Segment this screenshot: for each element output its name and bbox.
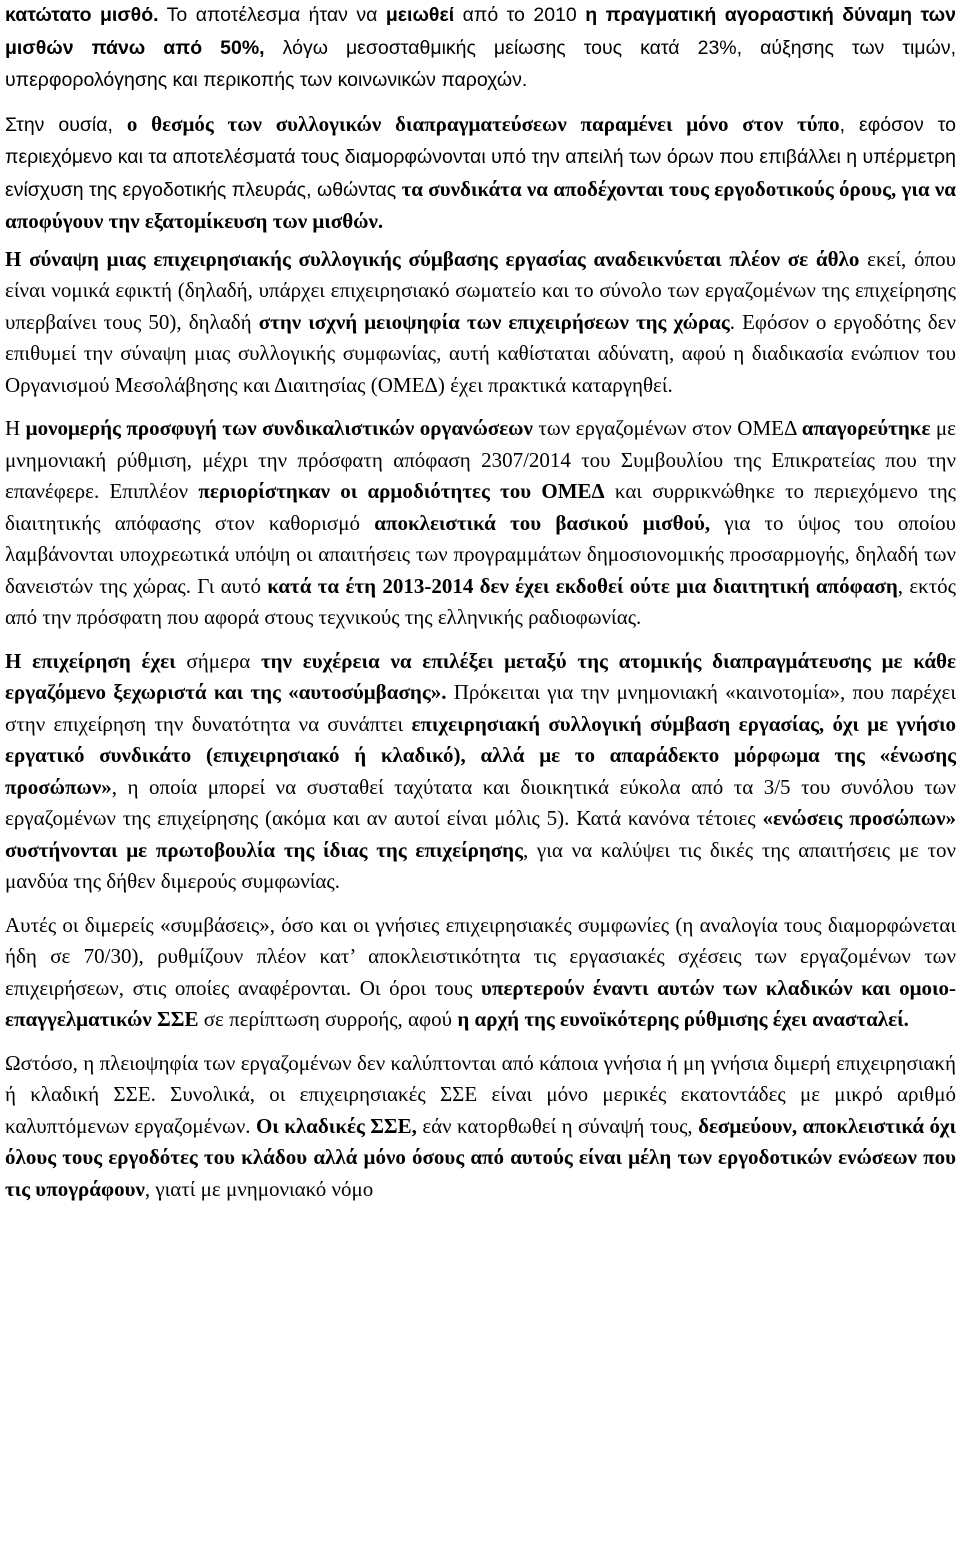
- text-run: , εφόσον το περιεχόμενο και τα αποτελέσματά τους διαμορφώνονται υπό την απειλή των όρων που επιβάλλει η υπέρμετρη ενίσχυση της εργοδοτικής πλευράς, ωθώντας: [5, 113, 956, 201]
- text-run: την ευχέρεια να επιλέξει μεταξύ της ατομικής διαπραγμάτευσης με κάθε εργαζόμενο ξεχωριστά και της «: [5, 648, 956, 704]
- text-run: και συρρικνώθηκε το περιεχόμενο της διαιτητικής απόφασης στον καθορισμό: [5, 479, 956, 535]
- text-run: μειωθεί: [385, 4, 455, 26]
- text-run: στην ισχνή μειοψηφία των επιχειρήσεων της χώρας: [258, 309, 730, 334]
- paragraph-5: [5, 646, 956, 898]
- paragraph-6: [5, 910, 956, 1036]
- text-run: κατώτατο μισθό.: [5, 4, 159, 26]
- paragraph-7: [5, 1048, 956, 1206]
- text-run: Οι κλαδικές ΣΣΕ,: [255, 1113, 417, 1138]
- text-run: περιορίστηκαν οι αρμοδιότητες του ΟΜΕΔ: [198, 479, 605, 503]
- text-run: δεσμεύουν, αποκλειστικά όχι όλους τους εργοδότες του κλάδου αλλά μόνο όσους από αυτούς είναι μέλη των εργοδοτικών ενώσεων που τις υπογράφουν: [5, 1113, 956, 1201]
- text-run: η πραγματική αγοραστική δύναμη των μισθών πάνω από 50%,: [5, 4, 956, 59]
- text-run: εάν κατορθωθεί η σύναψή τους,: [416, 1113, 699, 1138]
- text-run: . Εφόσον ο εργοδότης δεν επιθυμεί την σύναψη μιας συλλογικής συμφωνίας, αυτή καθίσταται αδύνατη, αφού η διαδικασία ενώπιον του Οργανισμού Μεσολάβησης και Διαιτησίας (ΟΜΕΔ) έχει πρακτικά καταργηθεί.: [5, 309, 957, 397]
- paragraph-3: [5, 244, 956, 402]
- paragraph-2: [5, 109, 956, 238]
- text-run: μονομερής προσφυγή των συνδικαλιστικών οργανώσεων: [25, 416, 533, 440]
- text-run: Αυτές οι διμερείς «συμβάσεις», όσο και οι γνήσιες επιχειρησιακές συμφωνίες (η αναλογία τους διαμορφώνεται ήδη σε 70/30), ρυθμίζουν πλέον κατ’ αποκλειστικότητα τις εργασιακές σχέσεις των εργαζομένων των επιχειρήσεων, στις οποίες αναφέρονται. Οι όροι τους: [5, 912, 956, 1000]
- text-run: εκεί, όπου είναι νομικά εφικτή (δηλαδή, υπάρχει επιχειρησιακό σωματείο και το σύνολο των εργαζομένων της επιχείρησης υπερβαίνει τους 50), δηλαδή: [5, 246, 956, 334]
- text-run: τα συνδικάτα να αποδέχονται τους εργοδοτικούς όρους, για να αποφύγουν την εξατομίκευση των μισθών.: [5, 176, 957, 233]
- text-run: Πρόκειται για την μνημονιακή «καινοτομία», που παρέχει στην επιχείρηση την δυνατότητα να συνάπτει: [5, 680, 956, 736]
- text-run: ».: [430, 680, 447, 704]
- text-run: η αρχή της ευνοϊκότερης ρύθμισης έχει ανασταλεί.: [457, 1007, 909, 1031]
- text-run: Η: [5, 416, 26, 440]
- text-run: με μνημονιακή ρύθμιση, μέχρι την πρόσφατη απόφαση 2307/2014 του Συμβουλίου της Επικρατείας που την επανέφερε. Επιπλέον: [5, 416, 956, 503]
- text-run: Η σύναψη μιας επιχειρησιακής συλλογικής σύμβασης εργασίας αναδεικνύεται πλέον σε άθλο: [5, 246, 860, 271]
- text-run: σε περίπτωση συρροής, αφού: [198, 1007, 458, 1031]
- text-run: Το αποτέλεσμα ήταν να: [158, 4, 386, 26]
- text-run: Στην ουσία,: [5, 113, 127, 136]
- text-run: Η επιχείρηση έχει: [5, 648, 176, 673]
- text-run: από το 2010: [454, 4, 586, 26]
- text-run: ο θεσμός των συλλογικών διαπραγματεύσεων παραμένει μόνο στον τύπο: [126, 111, 840, 136]
- text-run: , γιατί με μνημονιακό νόμο: [144, 1176, 374, 1201]
- text-run: αυτοσύμβασης: [298, 680, 431, 704]
- text-run: υπερτερούν έναντι αυτών των κλαδικών και ομοιο-επαγγελματικών ΣΣΕ: [5, 975, 956, 1031]
- text-run: , η οποία μπορεί να συσταθεί ταχύτατα και διοικητικά εύκολα από τα 3/5 του συνόλου των εργαζομένων της επιχείρησης (ακόμα και αν αυτοί είναι μόλις 5). Κατά κανόνα τέτοιες: [5, 774, 956, 830]
- text-run: Ωστόσο, η πλειοψηφία των εργαζομένων δεν καλύπτονται από κάποια γνήσια ή μη γνήσια διμερή επιχειρησιακή ή κλαδική ΣΣΕ. Συνολικά, οι επιχειρησιακές ΣΣΕ είναι μόνο μερικές εκατοντάδες με μικρό αριθμό καλυπτόμενων εργαζομένων.: [5, 1050, 956, 1138]
- text-run: σήμερα: [175, 648, 261, 673]
- text-run: αποκλειστικά του βασικού μισθού,: [374, 510, 711, 535]
- text-run: για το ύψος του οποίου λαμβάνονται υποχρεωτικά υπόψη οι απαιτήσεις των προγραμμάτων δημοσιονομικής προσαρμογής, δηλαδή των δανειστών της χώρας. Γι αυτό: [5, 510, 957, 598]
- text-run: κατά τα έτη 2013-2014 δεν έχει εκδοθεί ούτε μια διαιτητική απόφαση: [267, 573, 898, 598]
- text-run: των εργαζομένων στον ΟΜΕΔ: [532, 416, 802, 440]
- text-run: «ενώσεις προσώπων» συστήνονται με πρωτοβουλία της ίδιας της επιχείρησης: [5, 806, 956, 862]
- text-run: επιχειρησιακή συλλογική σύμβαση εργασίας, όχι με γνήσιο εργατικό συνδικάτο (επιχειρησιακό ή κλαδικό), αλλά με το απαράδεκτο μόρφωμα της «ένωσης προσώπων»: [5, 711, 956, 799]
- text-run: , εκτός από την πρόσφατη που αφορά στους τεχνικούς της ελληνικής ραδιοφωνίας.: [5, 573, 956, 629]
- text-run: απαγορεύτηκε: [801, 416, 931, 440]
- text-run: , για να καλύψει τις δικές της απαιτήσεις με τον μανδύα της δήθεν διμερούς συμφωνίας.: [5, 837, 956, 893]
- text-run: λόγω μεσοσταθμικής μείωσης τους κατά 23%, αύξησης των τιμών, υπερφορολόγησης και περικοπής των κοινωνικών παροχών.: [5, 36, 956, 91]
- paragraph-4: [5, 413, 956, 634]
- paragraph-1: [5, 0, 956, 97]
